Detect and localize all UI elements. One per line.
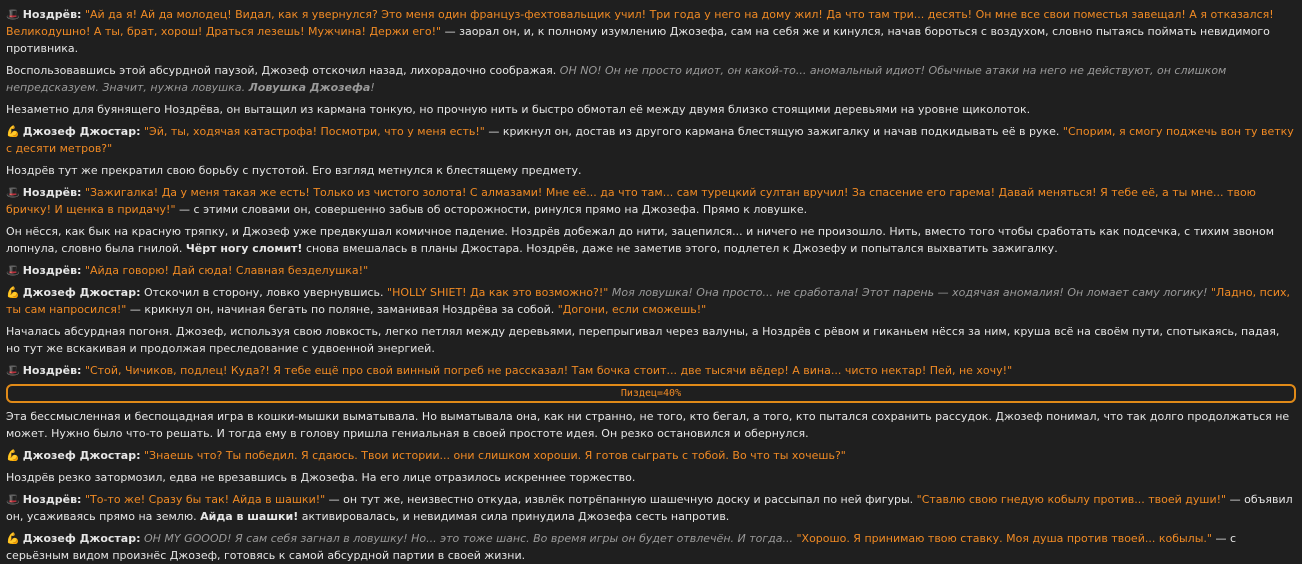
speech-quote: "Хорошо. Я принимаю твою ставку. Моя душа против твоей... кобылы." <box>796 532 1212 545</box>
narration-text: — крикнул он, достав из другого кармана блестящую зажигалку и начав подкидывать её в руке. <box>484 125 1063 138</box>
narration-paragraph <box>6 408 1296 442</box>
narration-text: Он нёсся, как бык на красную тряпку, и Джозеф уже предвкушал комичное падение. Ноздрёв добежал до нити, зацепился... и ничего не произошло. Нить, вместо того чтобы сработать как подсечка, с тихим звоном лопнула, словно была гнилой. <box>6 225 1274 255</box>
speaker-name: Ноздрёв: <box>22 264 82 277</box>
narration-text: — крикнул он, начиная бегать по поляне, заманивая Ноздрёва за собой. <box>126 303 558 316</box>
speech-quote: "Ладно, псих, ты сам напросился!" <box>6 286 1290 316</box>
speaker-name: Джозеф Джостар: <box>22 125 141 138</box>
speech-quote: "Спорим, я смогу поджечь вон ту ветку с десяти метров?" <box>6 125 1294 155</box>
flexed-biceps-icon: 💪 <box>6 125 20 138</box>
narration-text: — он тут же, неизвестно откуда, извлёк потрёпанную шашечную доску и рассыпал по ней фигуры. <box>325 493 917 506</box>
message-nozdrev-1 <box>6 6 1296 57</box>
narration-paragraph <box>6 223 1296 257</box>
skill-name: Чёрт ногу сломит! <box>185 242 303 255</box>
narration-paragraph <box>6 62 1296 96</box>
speech-quote: "Стой, Чичиков, подлец! Куда?! Я тебе ещё про свой винный погреб не рассказал! Там бочка стоит... две тысячи вёдер! А вина... чисто нектар! Пей, не хочу!" <box>84 364 1013 377</box>
speech-quote: "Знаешь что? Ты победил. Я сдаюсь. Твои истории... они слишком хороши. Я готов сыграть с тобой. Во что ты хочешь?" <box>144 449 846 462</box>
skill-name: Ловушка Джозефа <box>248 81 371 94</box>
inner-thought: OH NO! Он не просто идиот, он какой-то... аномальный идиот! Обычные атаки на него не действуют, он слишком непредсказуем. Значит, нужна ловушка. <box>6 64 1227 94</box>
speech-quote: "Эй, ты, ходячая катастрофа! Посмотри, что у меня есть!" <box>144 125 485 138</box>
narration-text: — заорал он, и, к полному изумлению Джозефа, сам на себя же и кинулся, начав бороться с воздухом, словно пытаясь поймать невидимого противника. <box>6 25 1270 55</box>
speaker-name: Ноздрёв: <box>22 493 82 506</box>
speech-quote: "Ставлю свою гнедую кобылу против... твоей души!" <box>916 493 1227 506</box>
speaker-name: Джозеф Джостар: <box>22 286 141 299</box>
narration-paragraph <box>6 162 1296 179</box>
speech-quote: "HOLLY SHIET! Да как это возможно?!" <box>387 286 609 299</box>
speaker-name: Ноздрёв: <box>22 364 82 377</box>
narration-text: Воспользовавшись этой абсурдной паузой, Джозеф отскочил назад, лихорадочно соображая. <box>6 64 560 77</box>
speaker-name: Джозеф Джостар: <box>22 532 141 545</box>
message-joseph-2 <box>6 284 1296 318</box>
top-hat-icon: 🎩 <box>6 186 20 199</box>
narration-text: Началась абсурдная погоня. Джозеф, используя свою ловкость, легко петлял между деревьями, перепрыгивал через валуны, а Ноздрёв с рёвом и гиканьем нёсся за ним, круша всё на своём пути, спотыкаясь, падая, но тут же вскакивая и продолжая преследование с удвоенной энергией. <box>6 325 1280 355</box>
narration-text: снова вмешалась в планы Джостара. Ноздрёв, даже не заметив этого, подлетел к Джозефу и попытался выхватить зажигалку. <box>302 242 1058 255</box>
inner-thought: OH MY GOOOD! Я сам себя загнал в ловушку! Но... это тоже шанс. Во время игры он будет отвлечён. И тогда... <box>140 532 797 545</box>
narration-paragraph <box>6 101 1296 118</box>
speaker-name: Ноздрёв: <box>22 186 82 199</box>
message-joseph-1 <box>6 123 1296 157</box>
flexed-biceps-icon: 💪 <box>6 286 20 299</box>
top-hat-icon: 🎩 <box>6 8 20 21</box>
status-bar-label: Пиздец=40% <box>620 388 682 399</box>
skill-name: Айда в шашки! <box>200 510 299 523</box>
narration-paragraph <box>6 469 1296 486</box>
speech-quote: "Зажигалка! Да у меня такая же есть! Только из чистого золота! С алмазами! Мне её... да что там... сам турецкий султан вручил! За спасение его гарема! Давай меняться! Я тебе её, а ты мне... твою бричку! И щенка в придачу!" <box>6 186 1256 216</box>
top-hat-icon: 🎩 <box>6 493 20 506</box>
narration-text: Эта бессмысленная и беспощадная игра в кошки-мышки выматывала. Но выматывала она, как ни странно, не того, кто бегал, а того, кто пытался сохранить рассудок. Джозеф понимал, что так долго продолжаться не может. Нужно было что-то решать. И тогда ему в голову пришла гениальная в своей простоте идея. Он резко остановился и обернулся. <box>6 410 1290 440</box>
narration-text: — с серьёзным видом произнёс Джозеф, готовясь к самой абсурдной партии в своей жизни. <box>6 532 1236 562</box>
message-nozdrev-3 <box>6 262 1296 279</box>
speech-quote: "Ай да я! Ай да молодец! Видал, как я увернулся? Это меня один француз-фехтовальщик учил! Три года у него на дому жил! Да что там три... десять! Он мне все свои поместья завещал! А я отказался! Великодушно! А ты, брат, хорош! Драться лезешь! Мужчина! Держи его!" <box>6 8 1274 38</box>
flexed-biceps-icon: 💪 <box>6 532 20 545</box>
narration-text: — объявил он, усаживаясь прямо на землю. <box>6 493 1293 523</box>
narration-text: — с этими словами он, совершенно забыв об осторожности, ринулся прямо на Джозефа. Прямо к ловушке. <box>175 203 808 216</box>
message-joseph-3 <box>6 447 1296 464</box>
inner-thought: Моя ловушка! Она просто... не сработала! Этот парень — ходячая аномалия! Он ломает саму логику! <box>608 286 1211 299</box>
status-bar <box>6 384 1296 403</box>
message-nozdrev-5 <box>6 491 1296 525</box>
top-hat-icon: 🎩 <box>6 264 20 277</box>
flexed-biceps-icon: 💪 <box>6 449 20 462</box>
speaker-name: Ноздрёв: <box>22 8 82 21</box>
message-nozdrev-4 <box>6 362 1296 379</box>
narration-text: активировалась, и невидимая сила принудила Джозефа сесть напротив. <box>298 510 730 523</box>
message-joseph-4 <box>6 530 1296 564</box>
speaker-name: Джозеф Джостар: <box>22 449 141 462</box>
message-nozdrev-2 <box>6 184 1296 218</box>
inner-thought: ! <box>370 81 375 94</box>
narration-text: Ноздрёв тут же прекратил свою борьбу с пустотой. Его взгляд метнулся к блестящему предмету. <box>6 164 582 177</box>
speech-quote: "Айда говорю! Дай сюда! Славная безделушка!" <box>84 264 369 277</box>
speech-quote: "Догони, если сможешь!" <box>557 303 707 316</box>
narration-text: Незаметно для буянящего Ноздрёва, он вытащил из кармана тонкую, но прочную нить и быстро обмотал её между двумя близко стоящими деревьями на уровне щиколоток. <box>6 103 1031 116</box>
narration-text: Отскочил в сторону, ловко увернувшись. <box>140 286 388 299</box>
narration-text: Ноздрёв резко затормозил, едва не врезавшись в Джозефа. На его лице отразилось искреннее торжество. <box>6 471 636 484</box>
speech-quote: "То-то же! Сразу бы так! Айда в шашки!" <box>84 493 326 506</box>
top-hat-icon: 🎩 <box>6 364 20 377</box>
narration-paragraph <box>6 323 1296 357</box>
